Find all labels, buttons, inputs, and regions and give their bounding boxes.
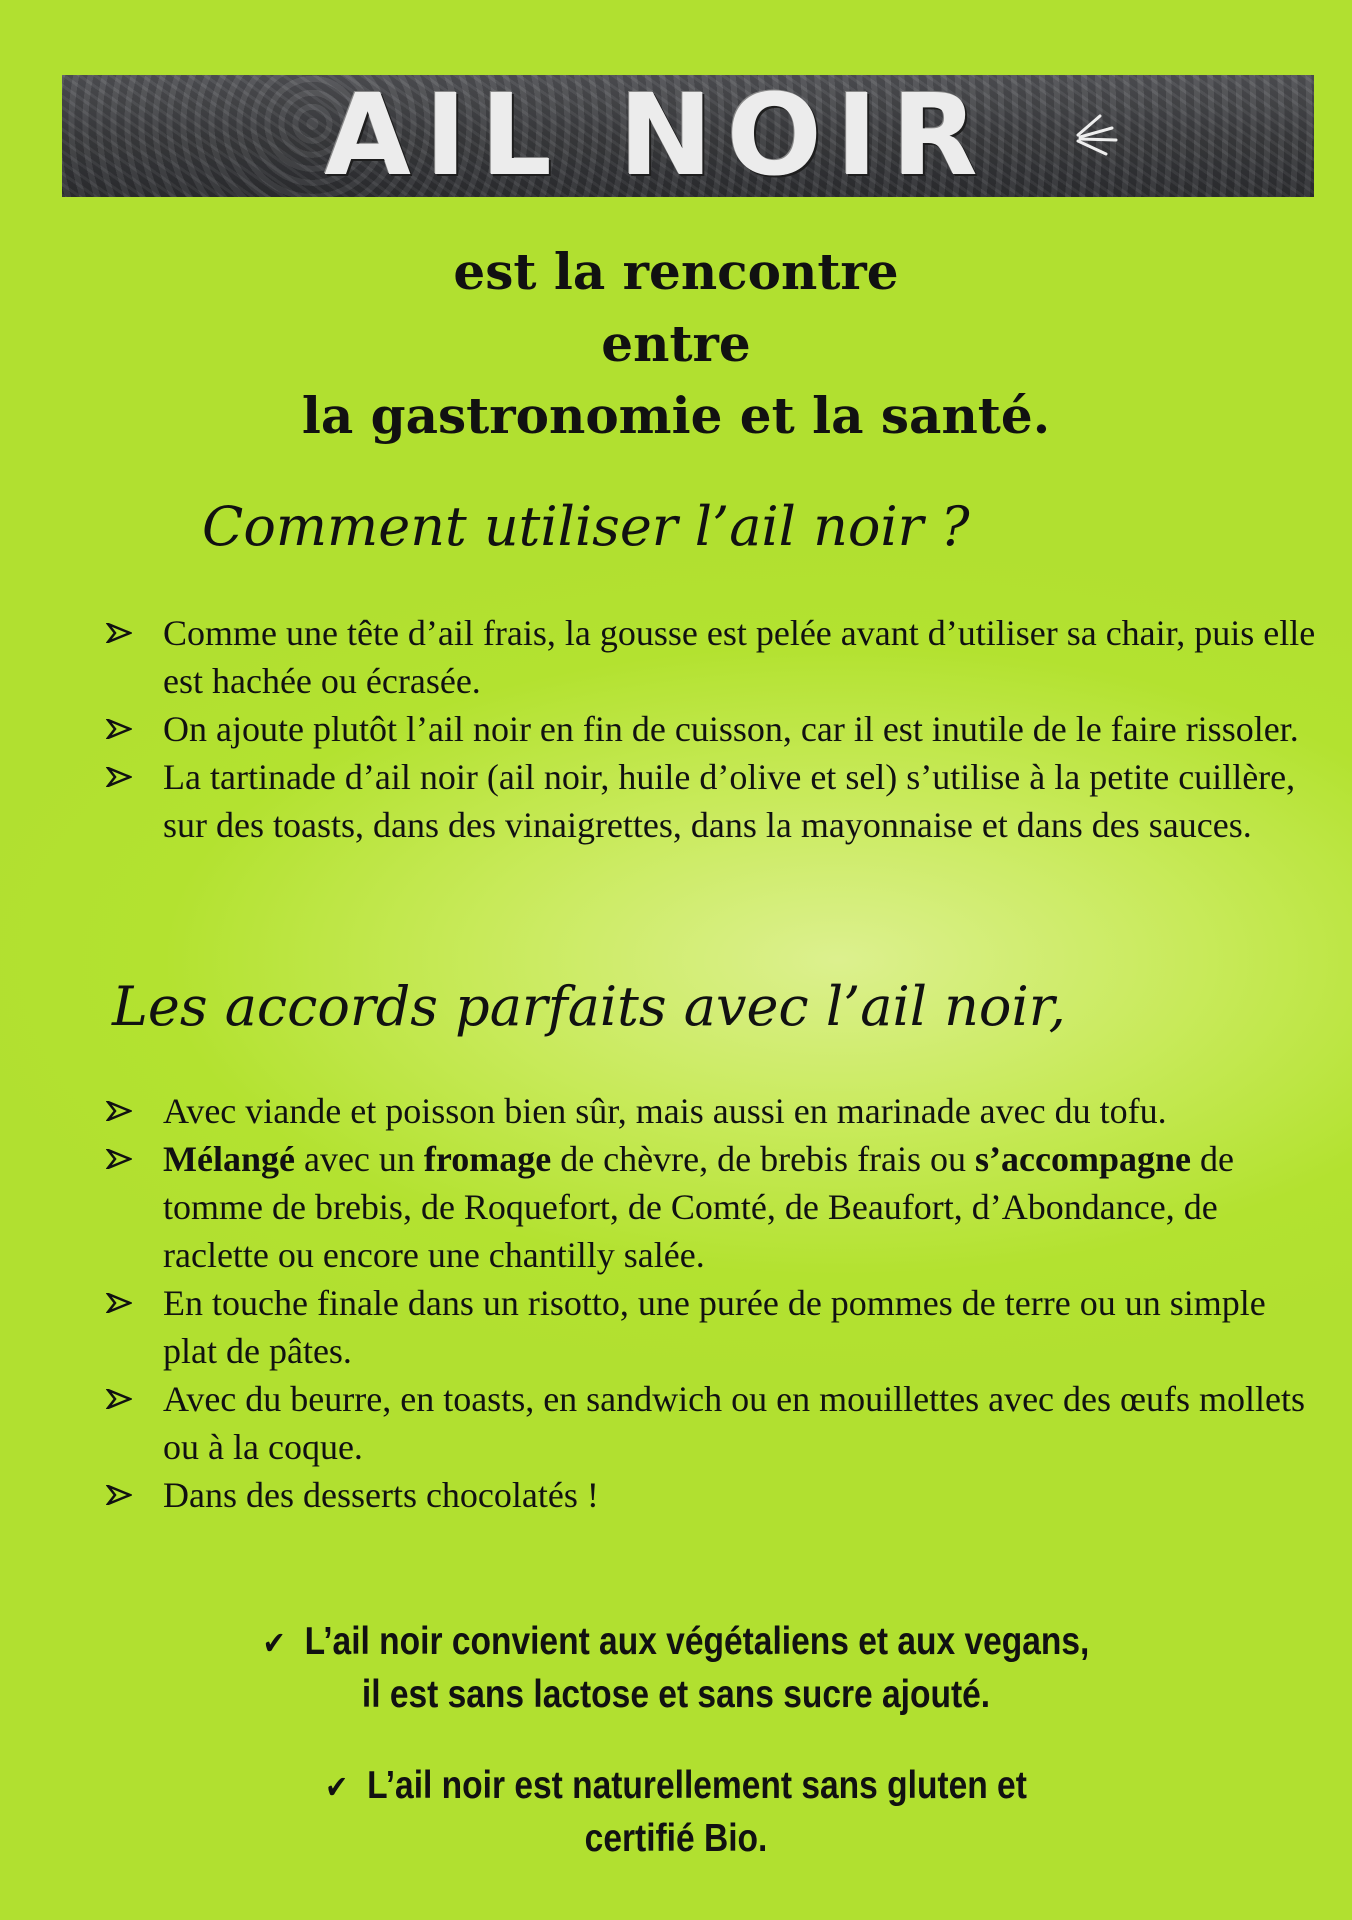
list-item-text: En touche finale dans un risotto, une purée de pommes de terre ou un simple plat de pâtes. <box>163 1283 1266 1371</box>
bold-word-melange: Mélangé <box>163 1139 295 1179</box>
section2-heading: Les accords parfaits avec l’ail noir, <box>112 975 1066 1038</box>
list-item <box>106 1375 1316 1471</box>
usage-list <box>106 609 1316 849</box>
list-item <box>106 609 1316 705</box>
bold-word-fromage: fromage <box>423 1139 552 1179</box>
list-item <box>106 753 1316 849</box>
intro-line-2: entre <box>601 314 751 373</box>
check-icon: ✔ <box>262 1624 286 1662</box>
list-item <box>106 1135 1316 1279</box>
arrow-bullet-icon <box>106 1389 132 1409</box>
list-item-text: Avec du beurre, en toasts, en sandwich ou en mouillettes avec des œufs mollets ou à la coque. <box>163 1379 1306 1467</box>
list-item-text <box>163 1139 1234 1275</box>
list-item-text: On ajoute plutôt l’ail noir en fin de cuisson, car il est inutile de le faire rissoler. <box>163 709 1299 749</box>
arrow-bullet-icon <box>106 1485 132 1505</box>
gluten-note <box>95 1760 1258 1864</box>
arrow-bullet-icon <box>106 1101 132 1121</box>
vegan-note-line-1 <box>95 1616 1258 1669</box>
vegan-note <box>95 1616 1258 1720</box>
list-item <box>106 1087 1316 1135</box>
gluten-note-line-1 <box>95 1760 1258 1813</box>
text-segment: avec un <box>294 1139 424 1179</box>
list-item <box>106 1471 1316 1519</box>
list-item-text: Dans des desserts chocolatés ! <box>163 1475 599 1515</box>
arrow-bullet-icon <box>106 767 132 787</box>
list-item <box>106 705 1316 753</box>
banner-title: AIL NOIR <box>324 75 992 197</box>
vegan-note-text-1: L’ail noir convient aux végétaliens et aux vegans, <box>304 1620 1090 1663</box>
gluten-note-line-2: certifié Bio. <box>584 1817 768 1860</box>
intro-line-1: est la rencontre <box>453 242 899 301</box>
bold-word-accompagne: s’accompagne <box>975 1139 1191 1179</box>
pairings-list <box>106 1087 1316 1519</box>
list-item-text: Avec viande et poisson bien sûr, mais aussi en marinade avec du tofu. <box>163 1091 1167 1131</box>
section1-heading: Comment utiliser l’ail noir ? <box>202 495 970 558</box>
list-item-text: La tartinade d’ail noir (ail noir, huile d’olive et sel) s’utilise à la petite cuillère, sur des toasts, dans des vinaigrettes, dans la mayonnaise et dans des sauces. <box>163 757 1296 845</box>
list-item-text: Comme une tête d’ail frais, la gousse est pelée avant d’utiliser sa chair, puis elle est hachée ou écrasée. <box>163 613 1316 701</box>
check-icon: ✔ <box>325 1768 349 1806</box>
arrow-bullet-icon <box>106 719 132 739</box>
gluten-note-text-1: L’ail noir est naturellement sans gluten et <box>367 1764 1027 1807</box>
arrow-bullet-icon <box>106 623 132 643</box>
text-segment: de chèvre, de brebis frais ou <box>551 1139 976 1179</box>
arrow-bullet-icon <box>106 1293 132 1313</box>
intro-line-3: la gastronomie et la santé. <box>301 386 1051 445</box>
list-item <box>106 1279 1316 1375</box>
title-banner <box>62 75 1314 197</box>
vegan-note-line-2: il est sans lactose et sans sucre ajouté. <box>361 1673 991 1716</box>
arrow-bullet-icon <box>106 1149 132 1169</box>
text-segment: de tomme de brebis, de Roquefort, de Comté, de Beaufort, d’Abondance, de raclette ou encore une chantilly salée. <box>163 1139 1234 1275</box>
